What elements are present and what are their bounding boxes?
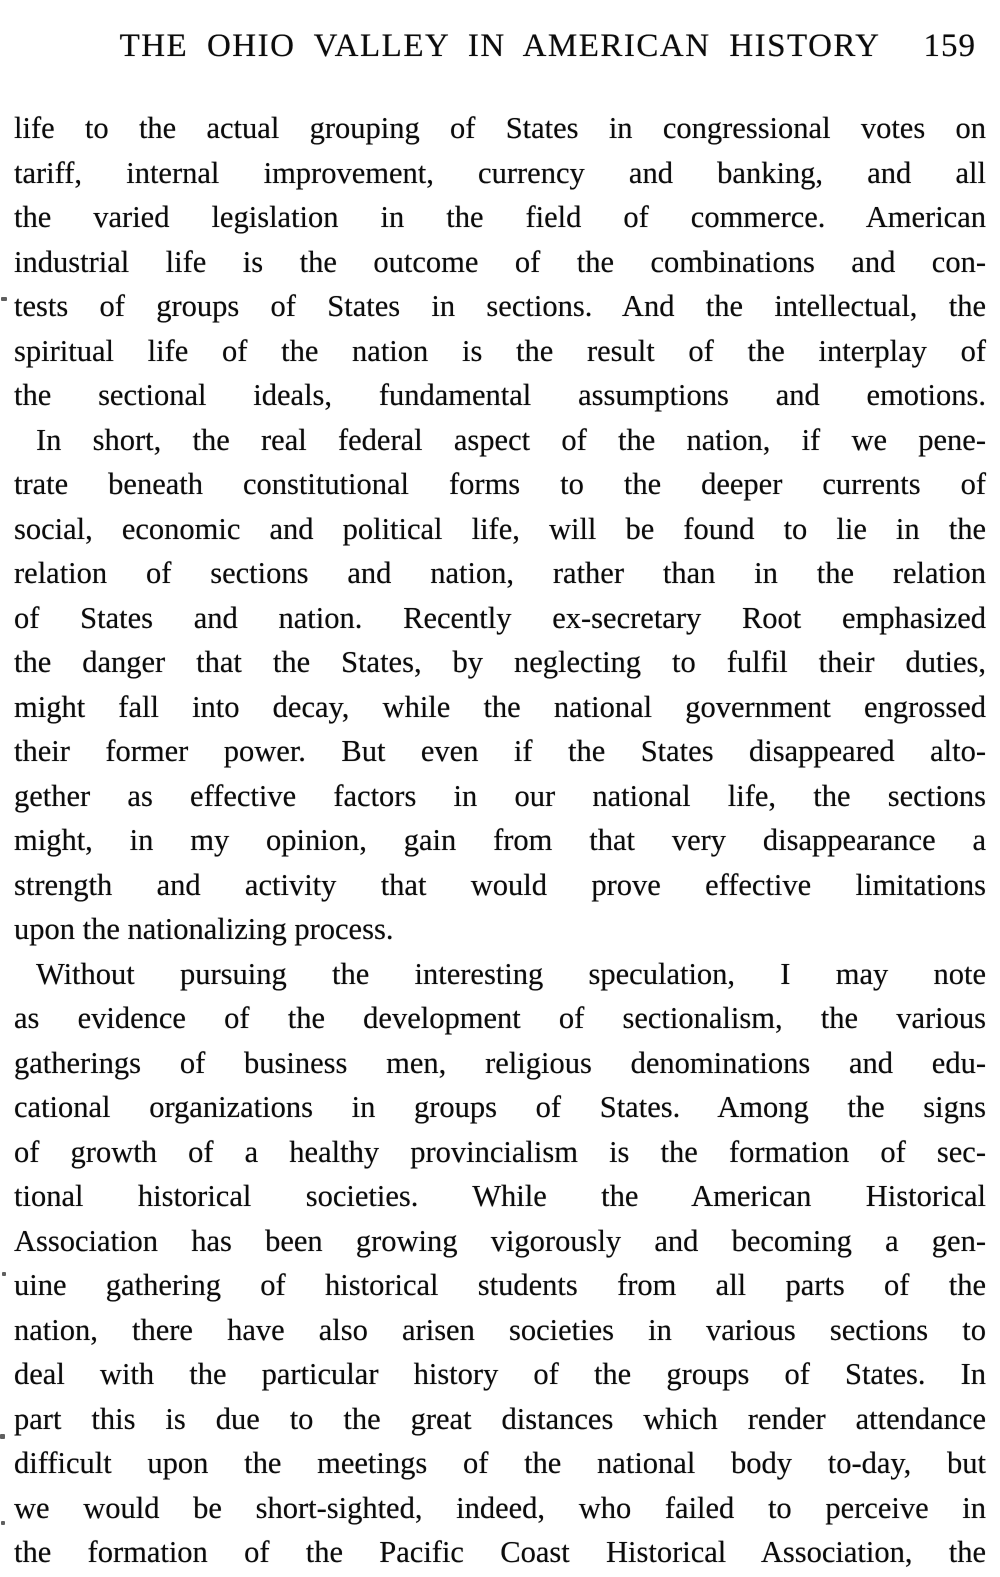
paragraph	[14, 952, 986, 1575]
text-line: life to the actual grouping of States in congressional votes on	[14, 111, 986, 145]
text-line: Association has been growing vigorously and becoming a gen-	[14, 1223, 986, 1258]
text-line: the danger that the States, by neglecting to fulfil their duties,	[14, 645, 986, 679]
scan-artifact	[1, 1521, 5, 1525]
text-line: Without pursuing the interesting speculation, I may note	[36, 956, 986, 991]
text-line: part this is due to the great distances which render attendance	[14, 1401, 986, 1436]
page-body	[14, 106, 986, 1575]
text-line: nation, there have also arisen societies in various sections to	[14, 1312, 986, 1347]
text-line: cational organizations in groups of States. Among the signs	[14, 1090, 986, 1124]
text-line: the formation of the Pacific Coast Historical Association, the	[14, 1535, 986, 1569]
paragraph	[14, 106, 986, 418]
running-head	[14, 24, 986, 70]
text-line: tariff, internal improvement, currency and banking, and all	[14, 155, 986, 190]
text-line: deal with the particular history of the groups of States. In	[14, 1357, 986, 1391]
text-line: In short, the real federal aspect of the nation, if we pene-	[36, 422, 986, 457]
text-line: industrial life is the outcome of the combinations and con-	[14, 244, 986, 279]
text-line: social, economic and political life, will be found to lie in the	[14, 511, 986, 546]
text-line: as evidence of the development of sectionalism, the various	[14, 1001, 986, 1035]
text-line: of growth of a healthy provincialism is the formation of sec-	[14, 1134, 986, 1169]
text-line: their former power. But even if the States disappeared alto-	[14, 734, 986, 768]
text-line: might fall into decay, while the national government engrossed	[14, 689, 986, 724]
paragraph	[14, 418, 986, 952]
text-line: difficult upon the meetings of the national body to-day, but	[14, 1446, 986, 1480]
text-line: we would be short-sighted, indeed, who failed to perceive in	[14, 1490, 986, 1525]
text-line: gether as effective factors in our national life, the sections	[14, 778, 986, 813]
text-line: tional historical societies. While the American Historical	[14, 1179, 986, 1213]
page-number: 159	[923, 28, 976, 64]
text-line: might, in my opinion, gain from that very disappearance a	[14, 823, 986, 857]
text-line: tests of groups of States in sections. And the intellectual, the	[14, 289, 986, 323]
scan-artifact	[0, 1434, 5, 1439]
text-line: strength and activity that would prove effective limitations	[14, 867, 986, 902]
text-line: gatherings of business men, religious denominations and edu-	[14, 1045, 986, 1080]
scan-artifact	[1, 297, 7, 301]
text-line: trate beneath constitutional forms to the deeper currents of	[14, 467, 986, 501]
text-line: relation of sections and nation, rather than in the relation	[14, 556, 986, 590]
text-line: spiritual life of the nation is the result of the interplay of	[14, 333, 986, 368]
page-title: THE OHIO VALLEY IN AMERICAN HISTORY	[119, 28, 881, 64]
text-line: the sectional ideals, fundamental assumptions and emotions.	[14, 378, 986, 412]
text-line: uine gathering of historical students from all parts of the	[14, 1268, 986, 1302]
text-line: upon the nationalizing process.	[14, 912, 394, 946]
text-line: the varied legislation in the field of commerce. American	[14, 200, 986, 234]
scan-artifact	[2, 1272, 6, 1276]
text-line: of States and nation. Recently ex-secretary Root emphasized	[14, 600, 986, 635]
